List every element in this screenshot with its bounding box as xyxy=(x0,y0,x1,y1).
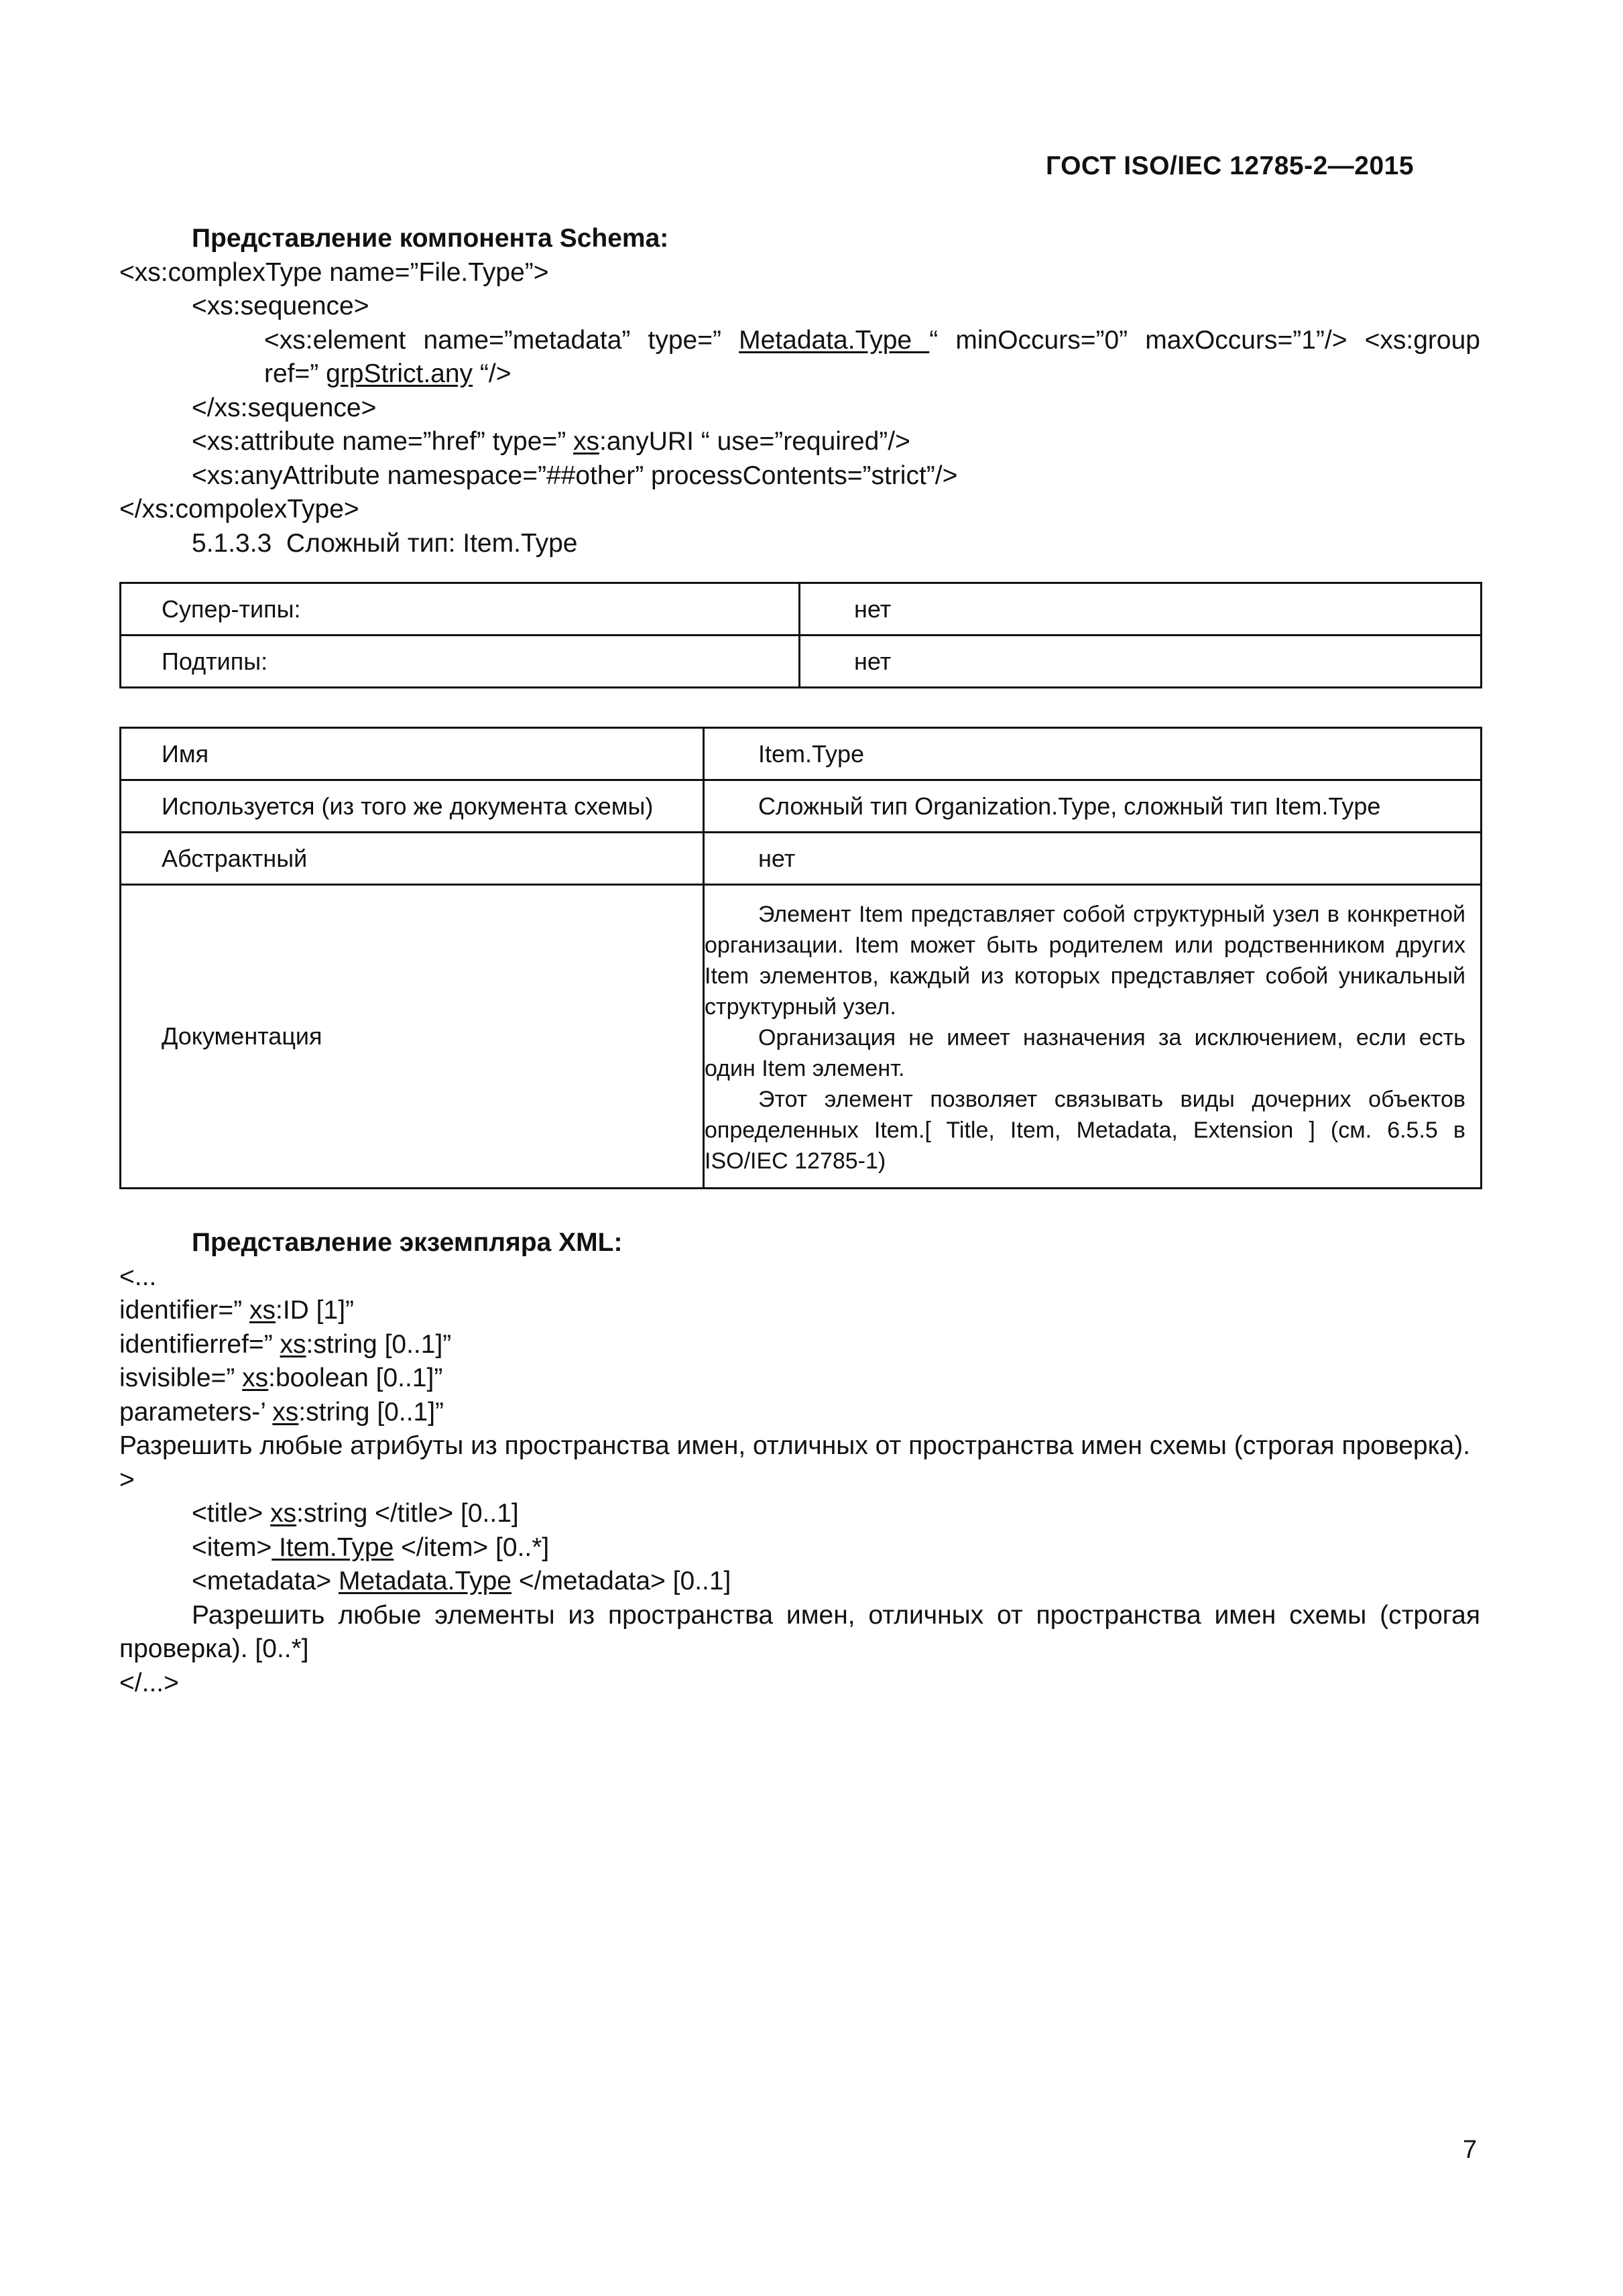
table-value-cell: нет xyxy=(800,636,1482,688)
allow-elements-text: Разрешить любые элементы из пространства имен, отличных от пространства имен схемы (строгая проверка). [0..*] xyxy=(119,1600,1480,1663)
code-fragment: “ minOccurs=”0” maxOccurs=”1”/> <xs:group xyxy=(929,325,1480,355)
table-key-cell: Абстрактный xyxy=(121,833,704,885)
properties-table xyxy=(119,727,1482,1189)
table-key-cell: Имя xyxy=(121,728,704,780)
namespace-prefix: xs xyxy=(272,1397,299,1427)
namespace-prefix: xs xyxy=(270,1499,297,1528)
schema-representation xyxy=(119,222,1480,560)
code-line: <... xyxy=(119,1262,157,1291)
attribute-line xyxy=(119,1294,1480,1328)
code-fragment: <xs:element name=”metadata” type=” xyxy=(264,325,739,355)
table-value-cell: нет xyxy=(800,583,1482,636)
namespace-prefix: xs xyxy=(249,1296,276,1325)
code-fragment: identifier=” xyxy=(119,1296,250,1325)
code-fragment: :ID [1]” xyxy=(276,1296,355,1325)
code-line: </xs:sequence> xyxy=(192,393,377,422)
table-value-cell: Сложный тип Organization.Type, сложный тип Item.Type xyxy=(704,780,1482,833)
code-line: </...> xyxy=(119,1668,179,1697)
code-fragment: identifierref=” xyxy=(119,1329,280,1359)
code-fragment: :anyURI “ use=”required”/> xyxy=(599,427,910,456)
namespace-prefix: xs xyxy=(573,427,600,456)
code-fragment: ref=” xyxy=(264,359,326,388)
code-line: </xs:compolexType> xyxy=(119,495,359,524)
attribute-line xyxy=(119,1362,1480,1396)
types-table xyxy=(119,582,1482,688)
child-element-line xyxy=(119,1565,1480,1599)
subsection-title: 5.1.3.3 Сложный тип: Item.Type xyxy=(192,528,578,558)
schema-heading: Представление компонента Schema: xyxy=(192,224,669,253)
documentation-paragraph: Элемент Item представляет собой структурный узел в конкретной организации. Item может быть родителем или родственником других Item элементов, каждый из которых представляет собой уникальный структурный узел. xyxy=(705,902,1465,1020)
code-line xyxy=(119,324,1480,358)
code-fragment: <xs:attribute name=”href” type=” xyxy=(192,427,574,456)
code-fragment: :boolean [0..1]” xyxy=(268,1364,443,1392)
code-line xyxy=(119,357,1480,391)
table-key-cell: Подтипы: xyxy=(121,636,800,688)
code-line: <xs:sequence> xyxy=(192,292,369,320)
table-row xyxy=(121,583,1482,636)
type-link: Metadata.Type xyxy=(339,1567,512,1595)
code-fragment: “/> xyxy=(473,359,512,388)
table-value-cell: нет xyxy=(704,833,1482,885)
xml-instance-representation xyxy=(119,1226,1480,1700)
documentation-paragraph: Организация не имеет назначения за исключением, если есть один Item элемент. xyxy=(705,1025,1465,1081)
table-key-cell: Используется (из того же документа схемы) xyxy=(121,780,704,833)
documentation-cell xyxy=(704,885,1482,1189)
document-header: ГОСТ ISO/IEC 12785-2—2015 xyxy=(1046,152,1415,180)
code-line: > xyxy=(119,1465,135,1494)
code-fragment: parameters-’ xyxy=(119,1397,273,1427)
code-fragment: <item> xyxy=(192,1532,272,1562)
table-row xyxy=(121,780,1482,833)
attribute-line xyxy=(119,1328,1480,1362)
namespace-prefix: xs xyxy=(242,1364,269,1392)
code-fragment: </metadata> [0..1] xyxy=(512,1567,731,1595)
table-value-cell: Item.Type xyxy=(704,728,1482,780)
code-fragment: :string [0..1]” xyxy=(298,1397,444,1427)
code-fragment: :string [0..1]” xyxy=(306,1329,452,1359)
type-link: Item.Type xyxy=(272,1532,394,1562)
table-key-cell: Документация xyxy=(121,885,704,1189)
code-line xyxy=(119,425,1480,459)
code-fragment: </item> [0..*] xyxy=(394,1532,550,1562)
child-element-line xyxy=(119,1497,1480,1531)
allow-attributes-text: Разрешить любые атрибуты из пространства имен, отличных от пространства имен схемы (строгая проверка). xyxy=(119,1431,1471,1460)
code-line: <xs:complexType name=”File.Type”> xyxy=(119,257,549,287)
documentation-paragraph: Этот элемент позволяет связывать виды дочерних объектов определенных Item.[ Title, Item, Metadata, Extension ] (см. 6.5.5 в ISO/IEC 12785-1) xyxy=(705,1087,1465,1174)
type-link: Metadata.Type xyxy=(739,325,930,355)
table-row xyxy=(121,833,1482,885)
code-line: <xs:anyAttribute namespace=”##other” processContents=”strict”/> xyxy=(192,461,958,490)
xml-heading: Представление экземпляра XML: xyxy=(192,1228,623,1257)
code-fragment: <title> xyxy=(192,1499,271,1528)
code-fragment: :string </title> [0..1] xyxy=(296,1499,519,1528)
table-row xyxy=(121,728,1482,780)
code-fragment: <metadata> xyxy=(192,1567,339,1595)
table-row xyxy=(121,885,1482,1189)
table-row xyxy=(121,636,1482,688)
group-link: grpStrict.any xyxy=(326,359,473,388)
page-number: 7 xyxy=(1463,2136,1478,2164)
table-key-cell: Супер-типы: xyxy=(121,583,800,636)
code-fragment: isvisible=” xyxy=(119,1364,243,1392)
namespace-prefix: xs xyxy=(280,1329,306,1359)
attribute-line xyxy=(119,1396,1480,1430)
child-element-line xyxy=(119,1531,1480,1565)
